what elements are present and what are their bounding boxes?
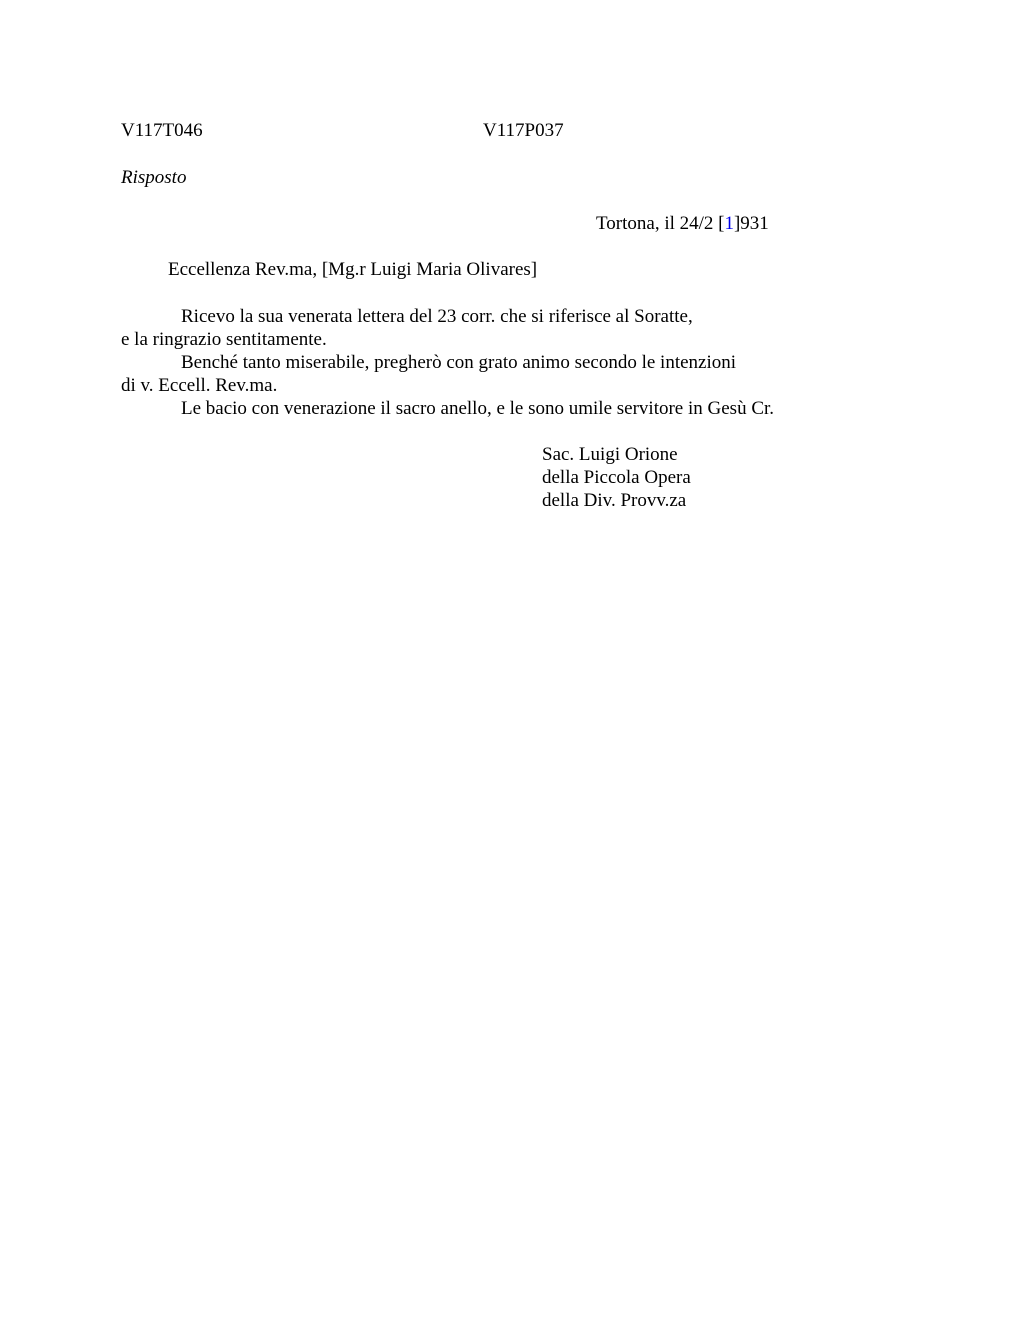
- signature-title-line-1: della Piccola Opera: [542, 467, 691, 488]
- body-paragraph-2-line-1: Benché tanto miserabile, pregherò con grato animo secondo le intenzioni: [181, 352, 737, 373]
- date-suffix: ]931: [733, 213, 769, 234]
- signature-title-line-2: della Div. Provv.za: [542, 490, 687, 511]
- letter-date: [596, 212, 769, 235]
- body-paragraph-2-line-2: di v. Eccell. Rev.ma.: [121, 375, 278, 396]
- body-paragraph-1-line-1: Ricevo la sua venerata lettera del 23 corr. che si riferisce al Soratte,: [181, 306, 693, 327]
- salutation: Eccellenza Rev.ma, [Mg.r Luigi Maria Olivares]: [168, 259, 538, 280]
- date-prefix: Tortona, il 24/2 [: [596, 213, 725, 234]
- reply-note: Risposto: [121, 167, 187, 188]
- body-paragraph-3-line-1: Le bacio con venerazione il sacro anello, e le sono umile servitore in Gesù Cr.: [181, 398, 775, 419]
- document-reference-code: V117T046: [121, 120, 203, 141]
- signature-name: Sac. Luigi Orione: [542, 444, 678, 465]
- body-paragraph-1-line-2: e la ringrazio sentitamente.: [121, 329, 327, 350]
- page-reference-code: V117P037: [483, 120, 564, 141]
- footnote-link[interactable]: 1: [724, 213, 734, 234]
